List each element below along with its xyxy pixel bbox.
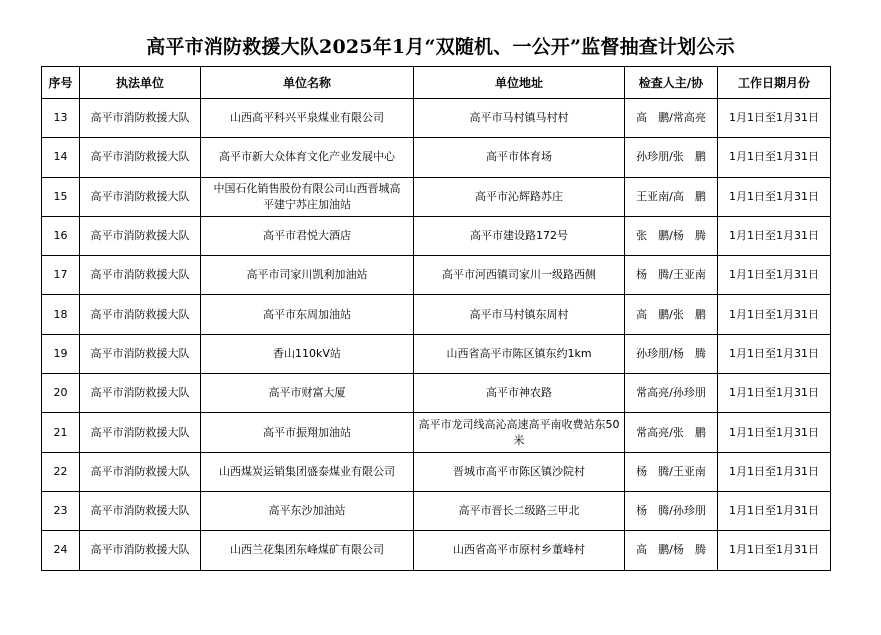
header-serial-no: 序号 bbox=[42, 67, 80, 99]
cell-work-dates: 1月1日至1月31日 bbox=[718, 531, 831, 570]
cell-unit-address: 高平市神农路 bbox=[414, 374, 625, 413]
header-row bbox=[42, 67, 831, 99]
table-row bbox=[42, 99, 831, 138]
table-row bbox=[42, 256, 831, 295]
cell-work-dates: 1月1日至1月31日 bbox=[718, 177, 831, 216]
cell-unit-name: 高平市东周加油站 bbox=[201, 295, 414, 334]
cell-inspectors: 常高亮/张 鹏 bbox=[625, 413, 718, 452]
cell-work-dates: 1月1日至1月31日 bbox=[718, 256, 831, 295]
cell-inspectors: 杨 腾/王亚南 bbox=[625, 256, 718, 295]
cell-enforcement-agency: 高平市消防救援大队 bbox=[80, 138, 201, 177]
inspection-plan-table bbox=[41, 66, 831, 571]
cell-work-dates: 1月1日至1月31日 bbox=[718, 295, 831, 334]
cell-unit-name: 高平东沙加油站 bbox=[201, 491, 414, 530]
cell-inspectors: 常高亮/孙珍朋 bbox=[625, 374, 718, 413]
table-row bbox=[42, 374, 831, 413]
cell-enforcement-agency: 高平市消防救援大队 bbox=[80, 295, 201, 334]
cell-enforcement-agency: 高平市消防救援大队 bbox=[80, 413, 201, 452]
cell-work-dates: 1月1日至1月31日 bbox=[718, 99, 831, 138]
cell-enforcement-agency: 高平市消防救援大队 bbox=[80, 177, 201, 216]
cell-enforcement-agency: 高平市消防救援大队 bbox=[80, 334, 201, 373]
cell-enforcement-agency: 高平市消防救援大队 bbox=[80, 452, 201, 491]
header-unit-address: 单位地址 bbox=[414, 67, 625, 99]
cell-enforcement-agency: 高平市消防救援大队 bbox=[80, 216, 201, 255]
cell-unit-address: 山西省高平市原村乡董峰村 bbox=[414, 531, 625, 570]
table-row bbox=[42, 177, 831, 216]
cell-unit-name: 香山110kV站 bbox=[201, 334, 414, 373]
cell-work-dates: 1月1日至1月31日 bbox=[718, 413, 831, 452]
header-enforcement-agency: 执法单位 bbox=[80, 67, 201, 99]
cell-serial-no: 18 bbox=[42, 295, 80, 334]
cell-unit-name: 山西兰花集团东峰煤矿有限公司 bbox=[201, 531, 414, 570]
cell-unit-address: 高平市建设路172号 bbox=[414, 216, 625, 255]
cell-inspectors: 杨 腾/孙珍朋 bbox=[625, 491, 718, 530]
cell-inspectors: 孙珍朋/张 鹏 bbox=[625, 138, 718, 177]
cell-unit-address: 高平市晋长二级路三甲北 bbox=[414, 491, 625, 530]
cell-unit-address: 高平市沁辉路苏庄 bbox=[414, 177, 625, 216]
cell-inspectors: 高 鹏/杨 腾 bbox=[625, 531, 718, 570]
cell-serial-no: 15 bbox=[42, 177, 80, 216]
header-unit-name: 单位名称 bbox=[201, 67, 414, 99]
cell-enforcement-agency: 高平市消防救援大队 bbox=[80, 531, 201, 570]
cell-serial-no: 14 bbox=[42, 138, 80, 177]
cell-serial-no: 22 bbox=[42, 452, 80, 491]
cell-unit-address: 山西省高平市陈区镇东约1km bbox=[414, 334, 625, 373]
table-row bbox=[42, 295, 831, 334]
cell-unit-name: 高平市财富大厦 bbox=[201, 374, 414, 413]
cell-unit-address: 高平市河西镇司家川一级路西侧 bbox=[414, 256, 625, 295]
table-row bbox=[42, 138, 831, 177]
cell-serial-no: 20 bbox=[42, 374, 80, 413]
cell-unit-address: 高平市龙司线高沁高速高平南收费站东50米 bbox=[414, 413, 625, 452]
cell-serial-no: 16 bbox=[42, 216, 80, 255]
cell-serial-no: 24 bbox=[42, 531, 80, 570]
page-title: 高平市消防救援大队2025年1月“双随机、一公开”监督抽查计划公示 bbox=[146, 36, 735, 58]
cell-serial-no: 17 bbox=[42, 256, 80, 295]
table-row bbox=[42, 334, 831, 373]
cell-unit-name: 山西煤炭运销集团盛泰煤业有限公司 bbox=[201, 452, 414, 491]
header-inspectors: 检查人主/协 bbox=[625, 67, 718, 99]
cell-inspectors: 王亚南/高 鹏 bbox=[625, 177, 718, 216]
cell-serial-no: 21 bbox=[42, 413, 80, 452]
cell-unit-address: 高平市马村镇东周村 bbox=[414, 295, 625, 334]
table-body bbox=[42, 99, 831, 571]
cell-enforcement-agency: 高平市消防救援大队 bbox=[80, 374, 201, 413]
table-row bbox=[42, 531, 831, 570]
table-row bbox=[42, 491, 831, 530]
cell-work-dates: 1月1日至1月31日 bbox=[718, 334, 831, 373]
cell-unit-name: 高平市司家川凯利加油站 bbox=[201, 256, 414, 295]
cell-unit-name: 高平市振翔加油站 bbox=[201, 413, 414, 452]
cell-inspectors: 高 鹏/张 鹏 bbox=[625, 295, 718, 334]
table-header bbox=[42, 67, 831, 99]
cell-work-dates: 1月1日至1月31日 bbox=[718, 216, 831, 255]
cell-work-dates: 1月1日至1月31日 bbox=[718, 374, 831, 413]
cell-unit-name: 山西高平科兴平泉煤业有限公司 bbox=[201, 99, 414, 138]
cell-serial-no: 23 bbox=[42, 491, 80, 530]
cell-inspectors: 张 鹏/杨 腾 bbox=[625, 216, 718, 255]
cell-enforcement-agency: 高平市消防救援大队 bbox=[80, 256, 201, 295]
table-row bbox=[42, 216, 831, 255]
cell-serial-no: 13 bbox=[42, 99, 80, 138]
cell-enforcement-agency: 高平市消防救援大队 bbox=[80, 99, 201, 138]
cell-unit-name: 高平市君悦大酒店 bbox=[201, 216, 414, 255]
cell-work-dates: 1月1日至1月31日 bbox=[718, 138, 831, 177]
cell-enforcement-agency: 高平市消防救援大队 bbox=[80, 491, 201, 530]
cell-work-dates: 1月1日至1月31日 bbox=[718, 452, 831, 491]
cell-serial-no: 19 bbox=[42, 334, 80, 373]
cell-inspectors: 孙珍朋/杨 腾 bbox=[625, 334, 718, 373]
cell-unit-address: 晋城市高平市陈区镇沙院村 bbox=[414, 452, 625, 491]
cell-unit-name: 中国石化销售股份有限公司山西晋城高平建宁苏庄加油站 bbox=[201, 177, 414, 216]
cell-unit-address: 高平市马村镇马村村 bbox=[414, 99, 625, 138]
cell-unit-address: 高平市体育场 bbox=[414, 138, 625, 177]
table-row bbox=[42, 413, 831, 452]
table-row bbox=[42, 452, 831, 491]
cell-inspectors: 杨 腾/王亚南 bbox=[625, 452, 718, 491]
cell-work-dates: 1月1日至1月31日 bbox=[718, 491, 831, 530]
cell-unit-name: 高平市新大众体育文化产业发展中心 bbox=[201, 138, 414, 177]
header-work-dates: 工作日期月份 bbox=[718, 67, 831, 99]
cell-inspectors: 高 鹏/常高亮 bbox=[625, 99, 718, 138]
